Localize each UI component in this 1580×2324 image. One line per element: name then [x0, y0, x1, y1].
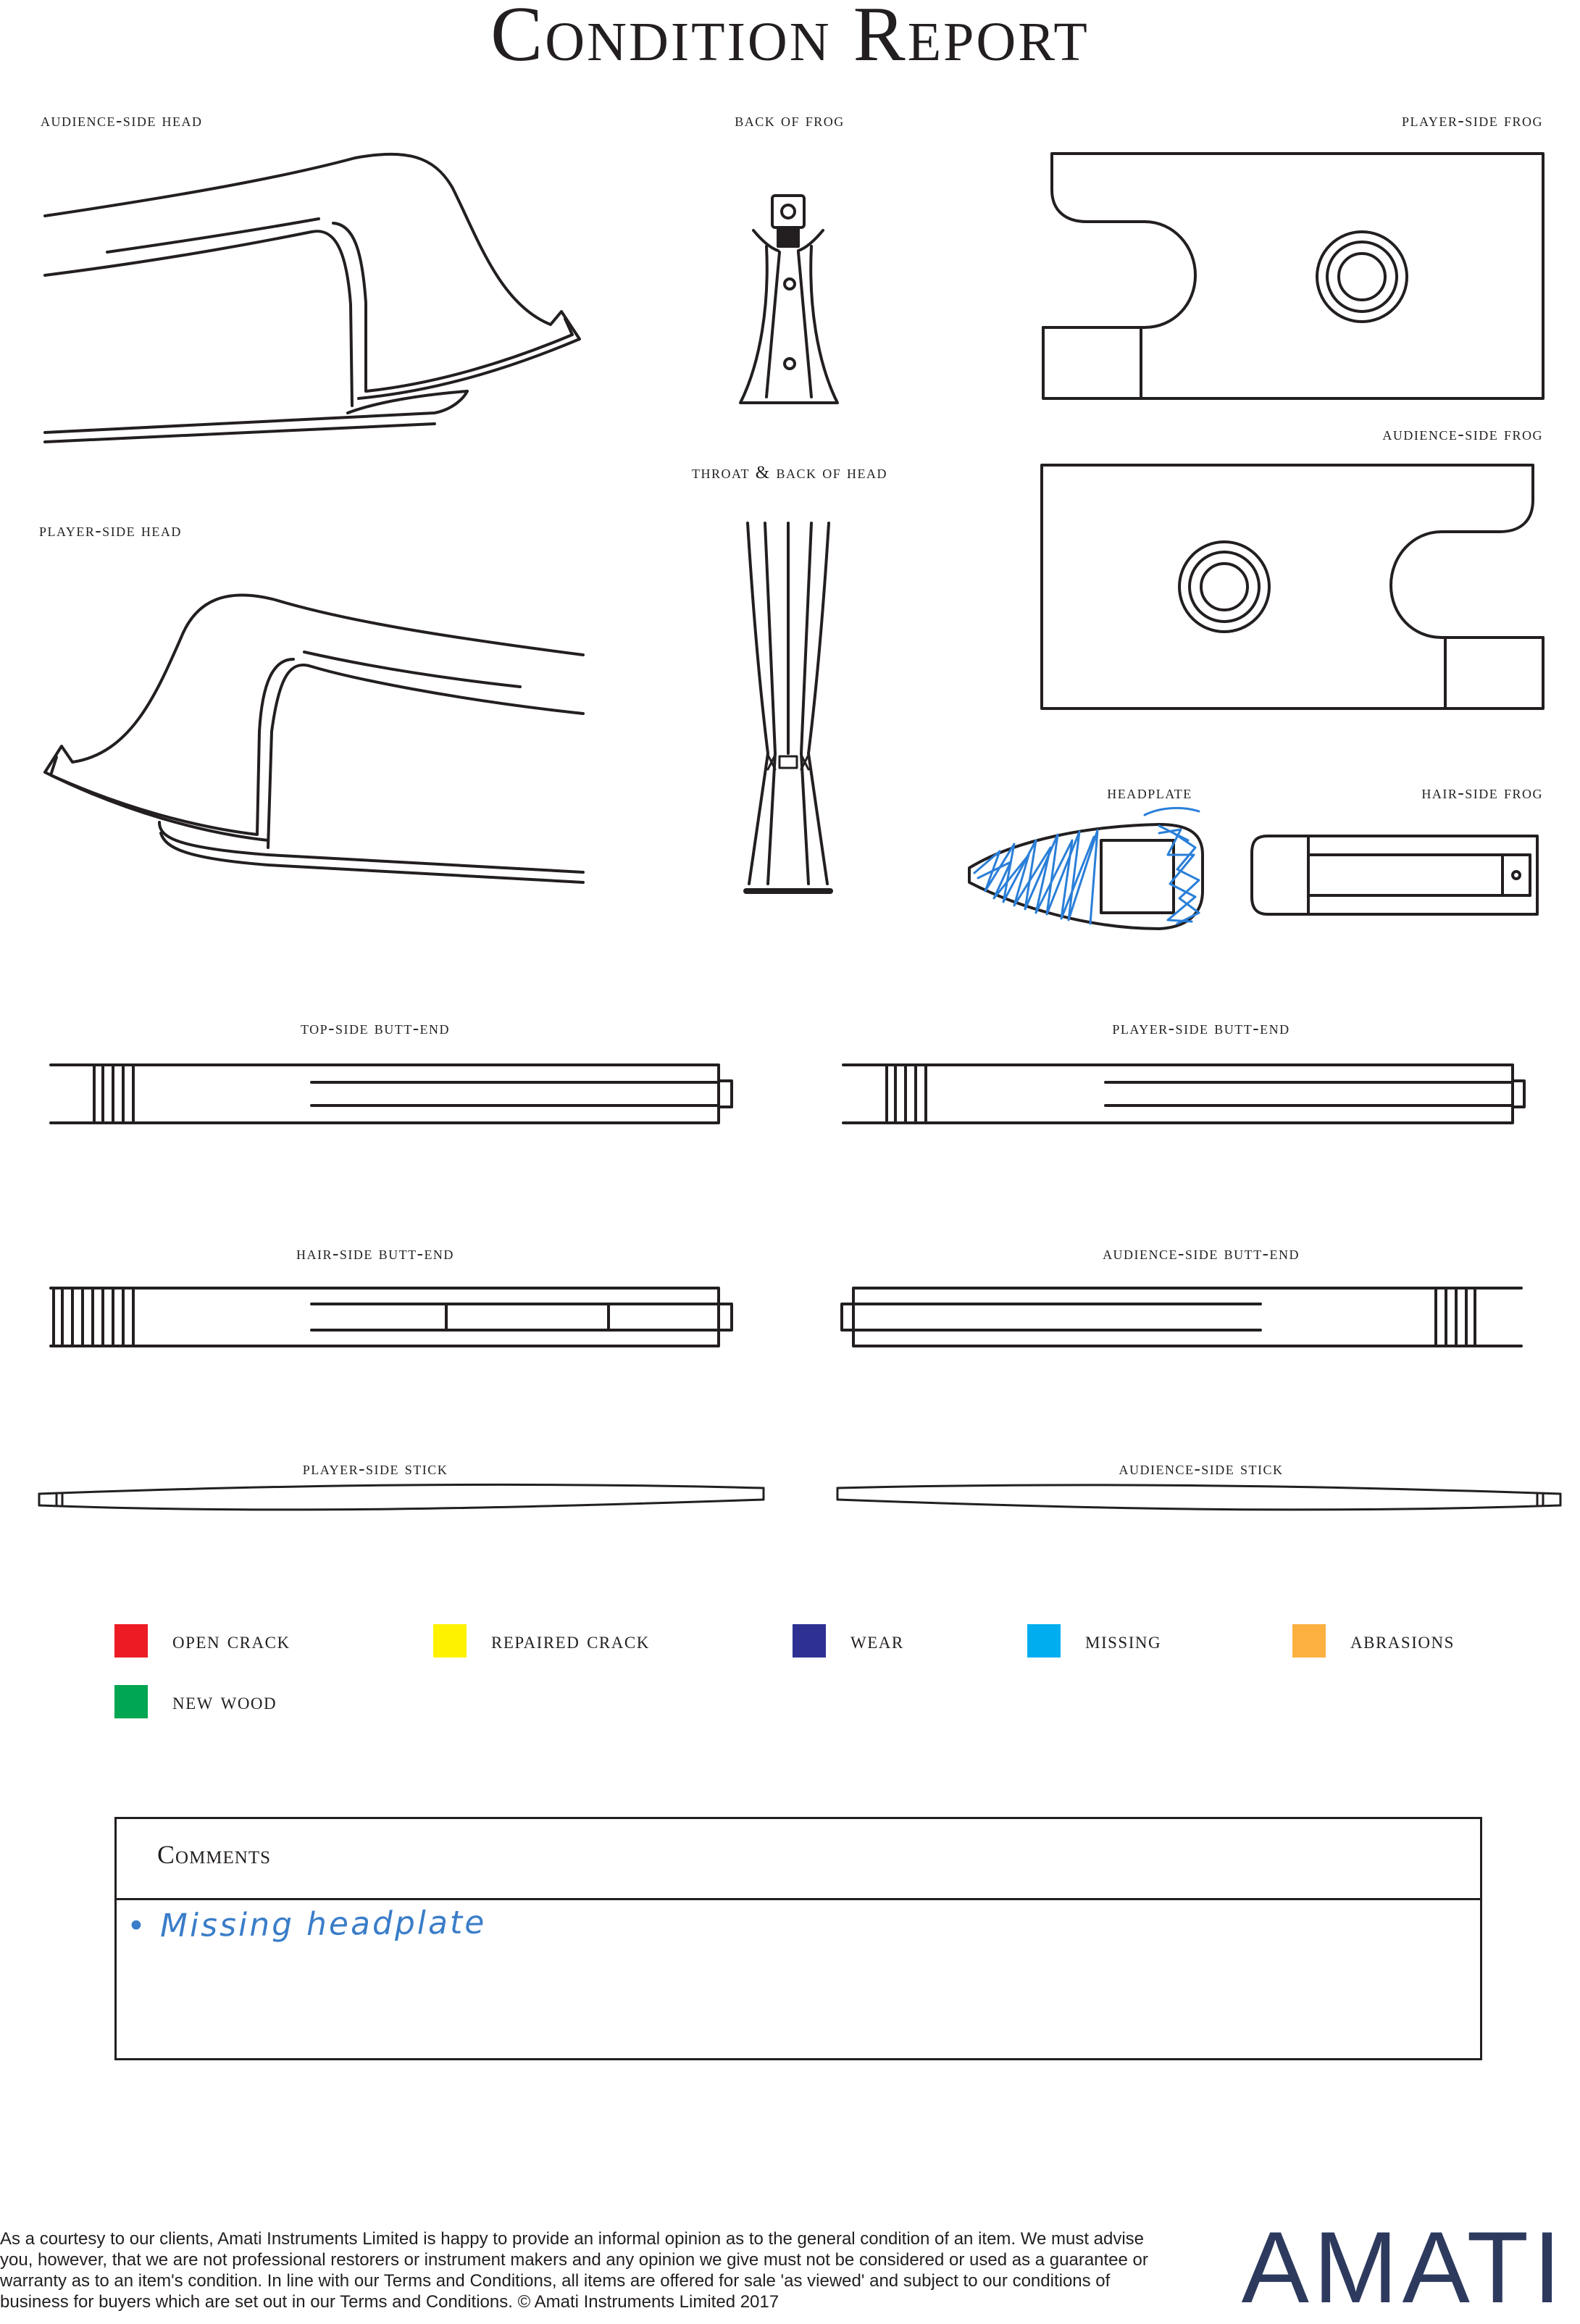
- legend-new-wood: [114, 1685, 277, 1718]
- audience-side-stick-drawing: [837, 1485, 1560, 1510]
- label-player-side-frog: player-side frog: [1402, 111, 1543, 130]
- legend-label: repaired crack: [491, 1627, 650, 1654]
- player-side-butt-end-drawing: [843, 1065, 1524, 1123]
- player-side-stick-drawing: [39, 1484, 764, 1510]
- legend-abrasions: [1292, 1624, 1455, 1658]
- label-headplate: headplate: [1107, 783, 1192, 803]
- legend-label: open crack: [172, 1627, 290, 1654]
- disclaimer-text: As a courtesy to our clients, Amati Instruments Limited is happy to provide an informal opinion as to the general condition of an item. We must advise you, however, that we are not professional restorers or instrument makers and any opinion we give must not be considered or used as a guarantee or warranty as to an item's condition. In line with our Terms and Conditions, all items are offered for sale 'as viewed' and subject to our conditions of business for buyers which are set out in our Terms and Conditions. © Amati Instruments Limited 2017: [0, 2229, 1148, 2312]
- label-audience-side-head: audience-side head: [41, 111, 203, 130]
- label-player-side-butt-end: player-side butt-end: [1112, 1019, 1290, 1038]
- legend-label: new wood: [172, 1688, 277, 1715]
- audience-side-frog-drawing: [1042, 465, 1543, 709]
- legend-label: missing: [1085, 1627, 1162, 1654]
- throat-drawing: [746, 523, 830, 891]
- audience-side-head-drawing: [45, 154, 580, 442]
- player-side-frog-drawing: [1043, 154, 1543, 398]
- audience-side-butt-end-drawing: [842, 1288, 1521, 1346]
- player-side-head-drawing: [45, 595, 583, 882]
- label-audience-side-butt-end: audience-side butt-end: [1103, 1244, 1300, 1263]
- legend-wear: [793, 1624, 904, 1658]
- page-title: Condition Report: [490, 0, 1090, 78]
- label-audience-side-stick: audience-side stick: [1119, 1459, 1284, 1479]
- label-top-side-butt-end: top-side butt-end: [300, 1019, 451, 1038]
- label-audience-side-frog: audience-side frog: [1382, 425, 1543, 444]
- legend-label: abrasions: [1350, 1627, 1455, 1654]
- legend-swatch-navy: [793, 1624, 826, 1658]
- amati-logo: AMATI: [1241, 2210, 1566, 2324]
- back-of-frog-drawing: [740, 196, 837, 403]
- comments-box: [114, 1817, 1482, 2060]
- legend-label: wear: [850, 1627, 904, 1654]
- hair-side-butt-end-drawing: [51, 1288, 732, 1346]
- legend-swatch-cyan: [1027, 1624, 1061, 1658]
- legend-swatch-orange: [1292, 1624, 1326, 1658]
- legend-swatch-yellow: [433, 1624, 467, 1658]
- label-hair-side-frog: hair-side frog: [1421, 783, 1543, 803]
- label-player-side-stick: player-side stick: [302, 1459, 448, 1479]
- label-back-of-frog: back of frog: [735, 111, 845, 130]
- legend-swatch-green: [114, 1685, 148, 1718]
- label-player-side-head: player-side head: [39, 521, 182, 540]
- comments-heading: Comments: [117, 1819, 1480, 1900]
- legend-repaired-crack: [433, 1624, 650, 1658]
- legend-missing: [1027, 1624, 1161, 1658]
- legend-swatch-red: [114, 1624, 148, 1658]
- label-hair-side-butt-end: hair-side butt-end: [296, 1244, 454, 1263]
- top-side-butt-end-drawing: [51, 1065, 732, 1123]
- label-throat-back-of-head: throat & back of head: [692, 463, 887, 482]
- comments-handwritten-text: • Missing headplate: [126, 1904, 487, 1945]
- legend-open-crack: [114, 1624, 290, 1658]
- hair-side-frog-drawing: [1252, 836, 1537, 914]
- headplate-drawing: [969, 808, 1203, 929]
